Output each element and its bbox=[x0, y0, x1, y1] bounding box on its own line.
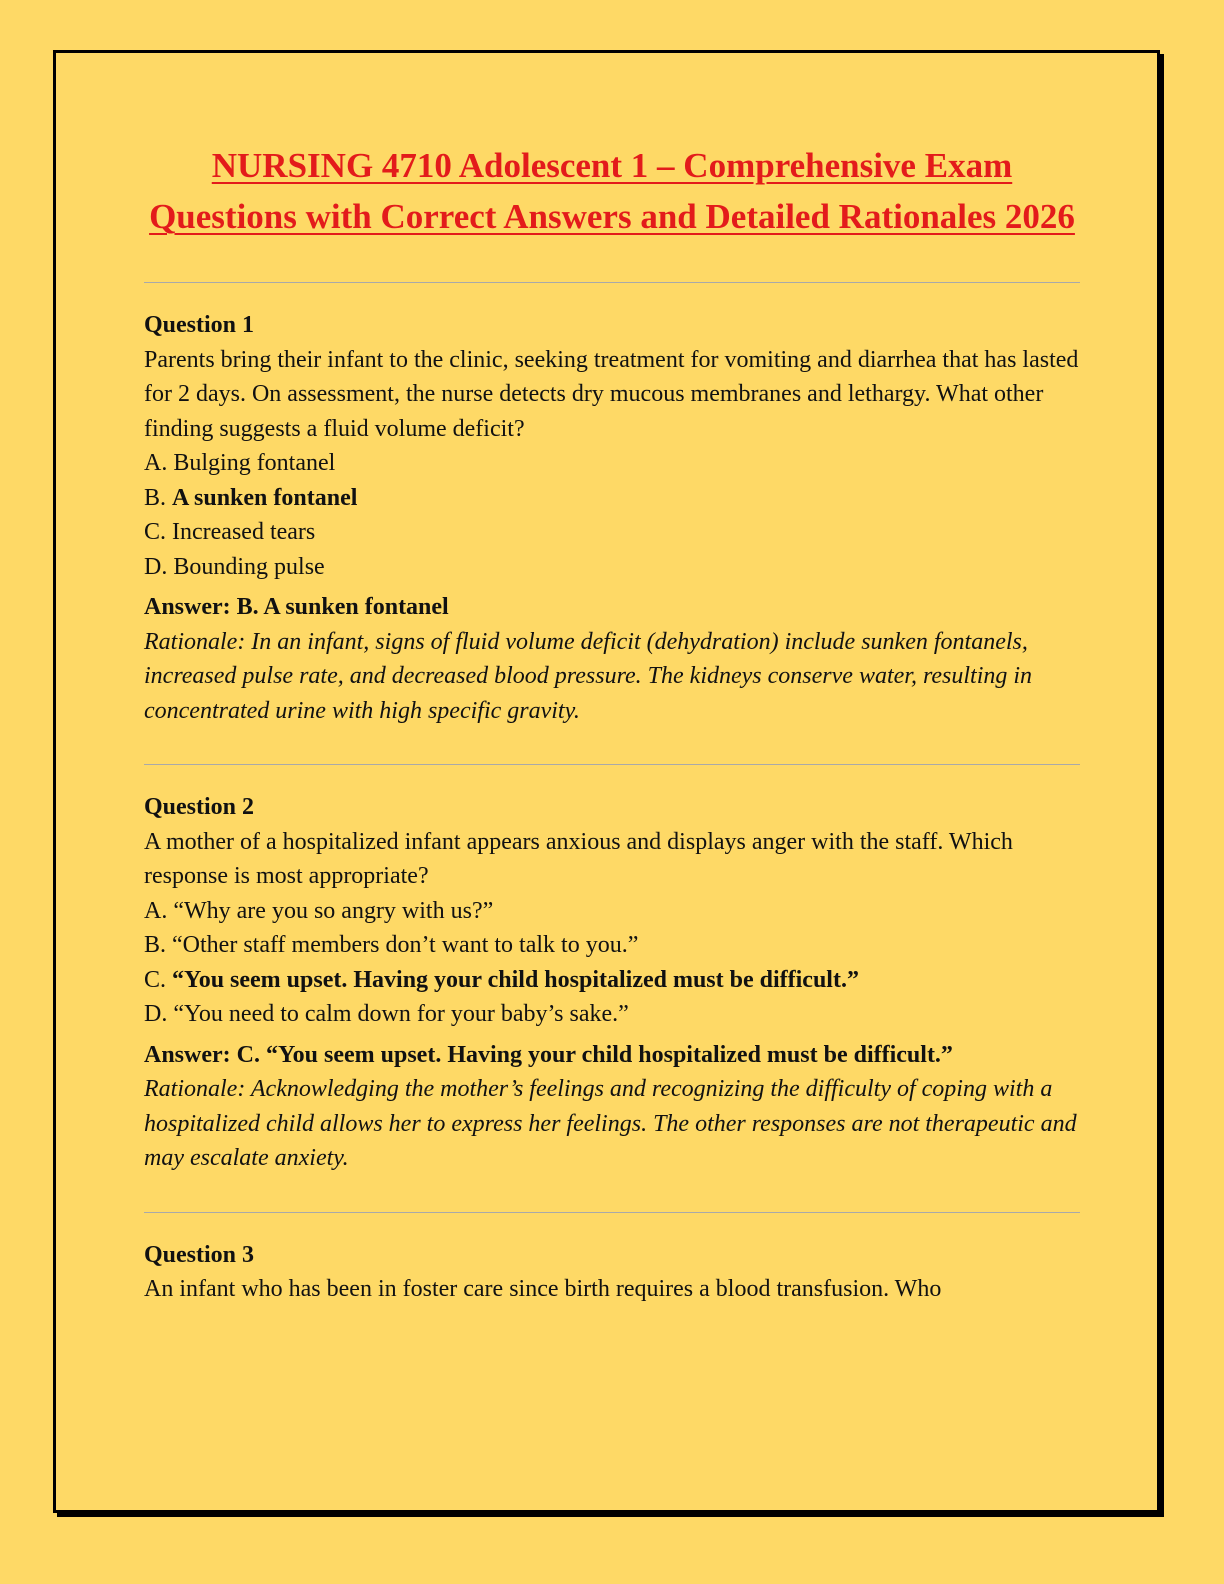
option-a bbox=[144, 894, 1080, 929]
option-d bbox=[144, 550, 1080, 585]
question-1 bbox=[144, 283, 1080, 728]
option-text: “You need to calm down for your baby’s sake.” bbox=[173, 1001, 629, 1027]
question-text: Parents bring their infant to the clinic, seeking treatment for vomiting and diarrhea that has lasted for 2 days. On assessment, the nurse detects dry mucous membranes and lethargy. What other finding suggests a fluid volume deficit? bbox=[144, 346, 1079, 442]
option-text: Bounding pulse bbox=[173, 553, 325, 580]
question-heading: Question 2 bbox=[144, 794, 255, 820]
question-3 bbox=[144, 1213, 1080, 1307]
document-content bbox=[144, 140, 1080, 1307]
option-c bbox=[144, 963, 1080, 998]
option-text-correct: A sunken fontanel bbox=[172, 484, 358, 511]
option-text: “Other staff members don’t want to talk to you.” bbox=[172, 932, 639, 958]
option-text-correct: “You seem upset. Having your child hospitalized must be difficult.” bbox=[172, 966, 859, 993]
answer: Answer: C. “You seem upset. Having your child hospitalized must be difficult.” bbox=[144, 1041, 953, 1068]
option-letter: D. bbox=[144, 553, 168, 580]
rationale: Rationale: Acknowledging the mother’s feelings and recognizing the difficulty of coping with a hospitalized child allows her to express her feelings. The other responses are not therapeutic and may escalate anxiety. bbox=[144, 1076, 1077, 1171]
option-letter: B. bbox=[144, 484, 167, 511]
question-2 bbox=[144, 765, 1080, 1176]
option-letter: A. bbox=[144, 897, 168, 924]
option-text: Increased tears bbox=[172, 519, 316, 545]
option-a bbox=[144, 446, 1080, 481]
option-letter: B. bbox=[144, 932, 167, 958]
rationale: Rationale: In an infant, signs of fluid volume deficit (dehydration) include sunken fontanels, increased pulse rate, and decreased blood pressure. The kidneys conserve water, resulting in concentrated urine with high specific gravity. bbox=[144, 628, 1033, 724]
option-letter: A. bbox=[144, 450, 168, 476]
option-b bbox=[144, 928, 1080, 963]
question-heading: Question 1 bbox=[144, 312, 255, 338]
question-text: An infant who has been in foster care since birth requires a blood transfusion. Who bbox=[144, 1276, 942, 1302]
option-letter: C. bbox=[144, 519, 167, 545]
document-title: NURSING 4710 Adolescent 1 – Comprehensive Exam Questions with Correct Answers and Detailed Rationales 2026 bbox=[149, 146, 1075, 236]
answer: Answer: B. A sunken fontanel bbox=[144, 594, 449, 620]
option-letter: D. bbox=[144, 1001, 168, 1027]
question-heading: Question 3 bbox=[144, 1241, 255, 1268]
option-text: “Why are you so angry with us?” bbox=[173, 897, 494, 924]
option-b bbox=[144, 481, 1080, 516]
option-c bbox=[144, 515, 1080, 550]
option-letter: C. bbox=[144, 966, 167, 993]
option-text: Bulging fontanel bbox=[173, 450, 336, 476]
option-d bbox=[144, 997, 1080, 1032]
question-text: A mother of a hospitalized infant appears anxious and displays anger with the staff. Which response is most appropriate? bbox=[144, 828, 1013, 889]
